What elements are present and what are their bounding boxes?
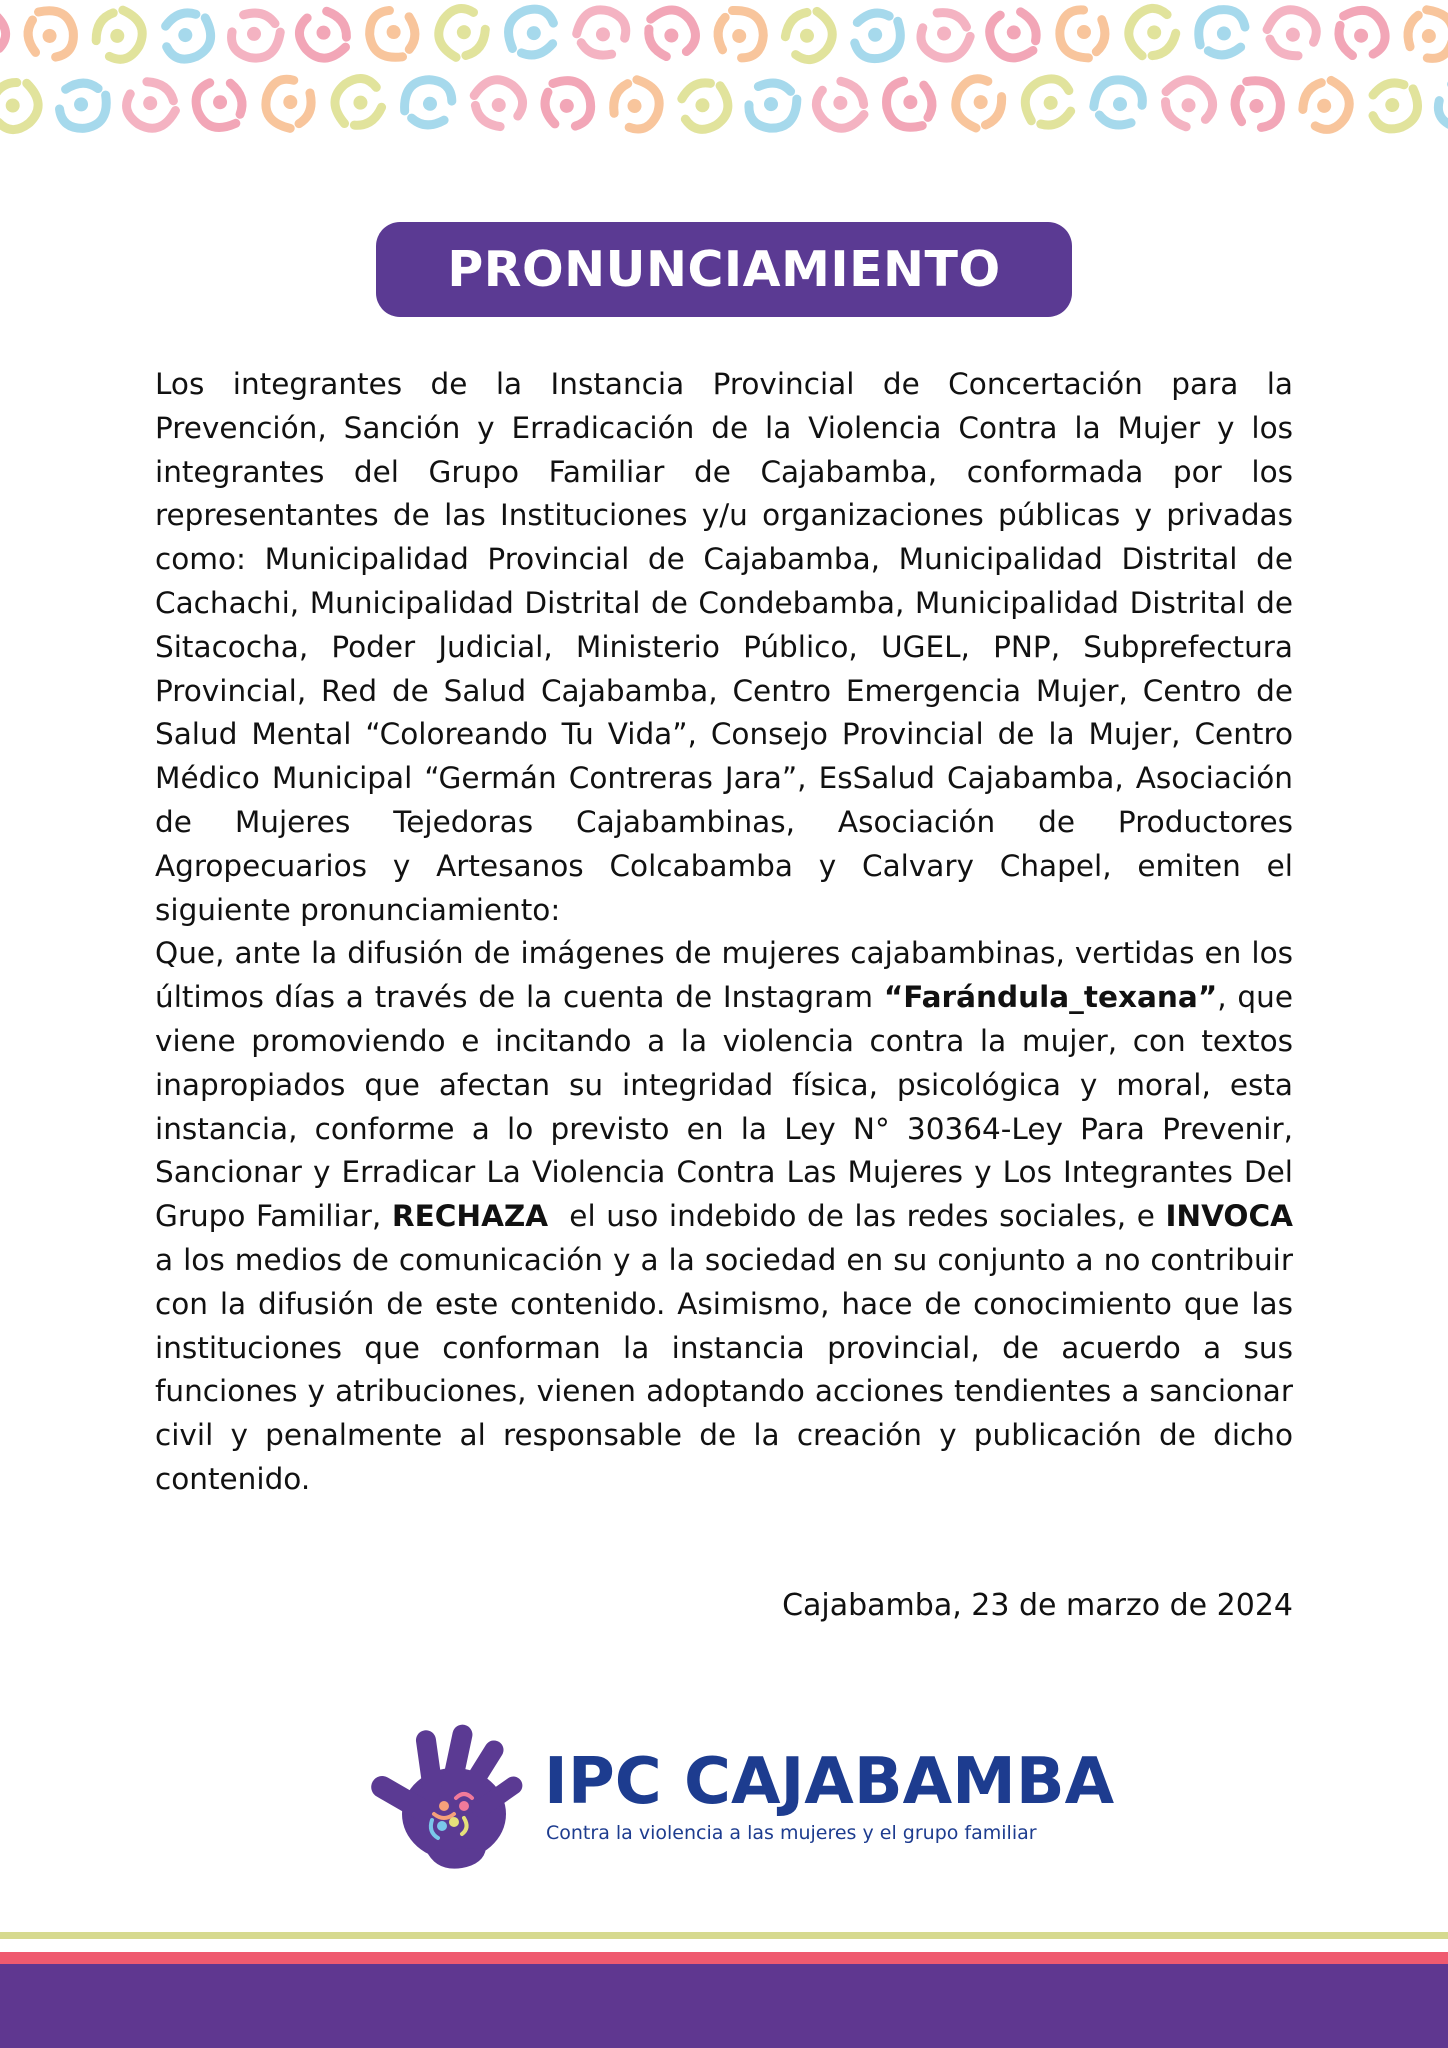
pattern-motif xyxy=(1059,9,1105,58)
pattern-motif xyxy=(1155,70,1221,135)
pattern-motif xyxy=(1093,79,1143,126)
footer-band-coral xyxy=(0,1952,1448,1964)
pattern-motif xyxy=(808,73,873,138)
pattern-motif xyxy=(1016,70,1081,134)
pattern-motif xyxy=(90,4,149,65)
paragraph-intro: Los integrantes de la Instancia Provincial de Concertación para la Prevención, Sanción y Erradicación de la Violencia Contra la Mujer y los integrantes del Grupo Familiar de Cajabamba, conformada por los representantes de las Instituciones y/u organizaciones públicas y privadas como: Municipalidad Provincial de Cajabamba, Municipalidad Distrital de Cachachi, Municipalidad Distrital de Condebamba, Municipalidad Distrital de Sitacocha, Poder Judicial, Ministerio Público, UGEL, PNP, Subprefectura Provincial, Red de Salud Cajabamba, Centro Emergencia Mujer, Centro de Salud Mental “Coloreando Tu Vida”, Consejo Provincial de la Mujer, Centro Médico Municipal “Germán Contreras Jara”, EsSalud Cajabamba, Asociación de Mujeres Tejedoras Cajabambinas, Asociación de Productores Agropecuarios y Artesanos Colcabamba y Calvary Chapel, emiten el siguiente pronunciamiento: xyxy=(155,367,1293,927)
pattern-motif xyxy=(1363,74,1427,137)
organization-tagline: Contra la violencia a las mujeres y el grupo familiar xyxy=(546,1822,1037,1844)
footer-band-olive xyxy=(0,1932,1448,1939)
date-location: Cajabamba, 23 de marzo de 2024 xyxy=(782,1588,1293,1623)
pattern-motif xyxy=(1230,75,1285,132)
pattern-motif xyxy=(981,2,1046,68)
pattern-motif xyxy=(262,76,314,131)
pattern-motif xyxy=(778,3,841,67)
statement-text-c: el uso indebido de las redes sociales, e xyxy=(548,1199,1166,1234)
pattern-motif xyxy=(716,8,766,61)
pattern-motif xyxy=(291,2,357,68)
title-banner xyxy=(376,222,1072,317)
pattern-motif xyxy=(188,73,250,137)
statement-text-d: a los medios de comunicación y a la sociedad en su conjunto a no contribuir con la difusión de este contenido. Asimismo, hace de conocimiento que las instituciones que conforman la instancia provincial, de acuerdo a sus funciones y atribuciones, vienen adoptando acciones tendientes a sancionar civil y penalmente al responsable de la creación y publicación de dicho contenido. xyxy=(155,1242,1293,1496)
pattern-motif xyxy=(120,75,183,136)
header-pattern xyxy=(0,0,1448,150)
pattern-motif xyxy=(638,0,704,66)
pattern-motif xyxy=(537,72,597,134)
invoca-keyword: INVOCA xyxy=(1165,1199,1293,1234)
pattern-motif xyxy=(401,77,454,128)
pattern-motif xyxy=(55,79,111,133)
pattern-motif xyxy=(1436,80,1448,131)
pattern-motif xyxy=(1406,9,1448,60)
pattern-motif xyxy=(22,4,79,63)
pattern-motif xyxy=(0,0,14,65)
pattern-motif xyxy=(325,70,391,136)
pattern-motif xyxy=(155,4,220,68)
pattern-motif xyxy=(366,6,419,62)
pattern-motif xyxy=(466,71,530,134)
footer-band-purple xyxy=(0,1964,1448,2048)
pattern-motif xyxy=(916,8,974,64)
rechaza-keyword: RECHAZA xyxy=(391,1199,549,1234)
pattern-motif xyxy=(1119,0,1184,65)
organization-name: IPC CAJABAMBA xyxy=(544,1745,1115,1819)
paragraph-statement xyxy=(155,932,1293,1501)
pattern-motif xyxy=(431,2,493,65)
instagram-account-name: “Farándula_texana” xyxy=(883,980,1218,1015)
pattern-motif xyxy=(672,73,738,138)
statement-text-a: Que, ante la difusión de imágenes de mujeres cajabambinas, vertidas en los últimos días a través de la cuenta de Instagram xyxy=(155,936,1293,1015)
pattern-motif xyxy=(1329,1,1393,66)
pattern-motif xyxy=(847,6,909,66)
statement-body xyxy=(155,363,1293,1502)
hand-logo-icon xyxy=(366,1722,544,1872)
people-circle-pattern-icon xyxy=(0,0,1448,150)
pattern-motif xyxy=(949,73,1007,133)
pattern-motif xyxy=(748,82,798,129)
pattern-motif xyxy=(1261,3,1322,62)
pattern-motif xyxy=(574,6,629,59)
pattern-motif xyxy=(609,76,664,134)
page-title: PRONUNCIAMIENTO xyxy=(447,241,1001,298)
pattern-motif xyxy=(1192,4,1251,61)
pattern-motif xyxy=(0,72,48,138)
pattern-motif xyxy=(230,11,282,60)
pattern-motif xyxy=(500,2,563,64)
pattern-motif xyxy=(881,75,939,135)
pattern-motif xyxy=(1296,74,1357,136)
statement-text-b: , que viene promoviendo e incitando a la violencia contra la mujer, con textos inapropiados que afectan su integridad física, psicológica y moral, esta instancia, conforme a lo previsto en la Ley N° 30364-Ley Para Prevenir, Sancionar y Erradicar La Violencia Contra Las Mujeres y Los Integrantes Del Grupo Familiar, xyxy=(155,980,1293,1234)
